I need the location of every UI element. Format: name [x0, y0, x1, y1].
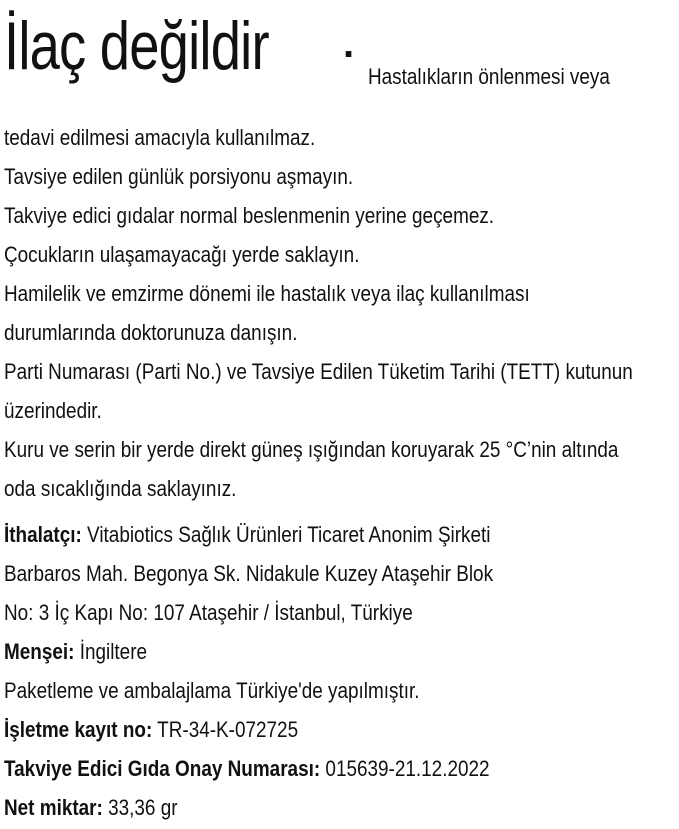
importer-address-line-1: Barbaros Mah. Begonya Sk. Nidakule Kuzey Ataşehir Blok — [4, 561, 494, 586]
approval-number-label: Takviye Edici Gıda Onay Numarası: — [4, 756, 321, 781]
warnings-block — [4, 118, 679, 508]
warning-line: Parti Numarası (Parti No.) ve Tavsiye Edilen Tüketim Tarihi (TETT) kutunun — [4, 359, 633, 384]
warning-line: Kuru ve serin bir yerde direkt güneş ışığından koruyarak 25 °C’nin altında — [4, 437, 619, 462]
approval-number-line — [4, 749, 606, 788]
warning-line: Çocukların ulaşamayacağı yerde saklayın. — [4, 242, 360, 267]
business-registration-line — [4, 710, 606, 749]
headline-continuation: Hastalıkların önlenmesi veya — [368, 64, 610, 89]
business-registration-label: İşletme kayıt no: — [4, 717, 153, 742]
net-amount-label: Net miktar: — [4, 795, 103, 820]
headline-main-text: İlaç değildir — [4, 8, 269, 84]
origin-line — [4, 632, 606, 671]
warning-line: üzerindedir. — [4, 398, 102, 423]
importer-address-line-2: No: 3 İç Kapı No: 107 Ataşehir / İstanbul, Türkiye — [4, 600, 413, 625]
warning-line: Takviye edici gıdalar normal beslenmenin yerine geçemez. — [4, 203, 495, 228]
net-amount-line — [4, 788, 606, 827]
warning-line: Tavsiye edilen günlük porsiyonu aşmayın. — [4, 164, 354, 189]
warning-line: tedavi edilmesi amacıyla kullanılmaz. — [4, 125, 316, 150]
importer-line — [4, 515, 606, 554]
origin-label: Menşei: — [4, 639, 75, 664]
warning-line: Hamilelik ve emzirme dönemi ile hastalık veya ilaç kullanılması — [4, 281, 530, 306]
importer-label: İthalatçı: — [4, 522, 82, 547]
company-info-block — [4, 515, 679, 827]
headline-period: . — [343, 22, 355, 66]
importer-value: Vitabiotics Sağlık Ürünleri Ticaret Anonim Şirketi — [81, 522, 491, 547]
warning-line: durumlarında doktorunuza danışın. — [4, 320, 298, 345]
headline — [4, 6, 335, 86]
origin-value: İngiltere — [74, 639, 148, 664]
warning-line: oda sıcaklığında saklayınız. — [4, 476, 237, 501]
net-amount-value: 33,36 gr — [102, 795, 178, 820]
business-registration-value: TR-34-K-072725 — [152, 717, 299, 742]
packaging-note: Paketleme ve ambalajlama Türkiye'de yapılmıştır. — [4, 678, 420, 703]
approval-number-value: 015639-21.12.2022 — [320, 756, 490, 781]
